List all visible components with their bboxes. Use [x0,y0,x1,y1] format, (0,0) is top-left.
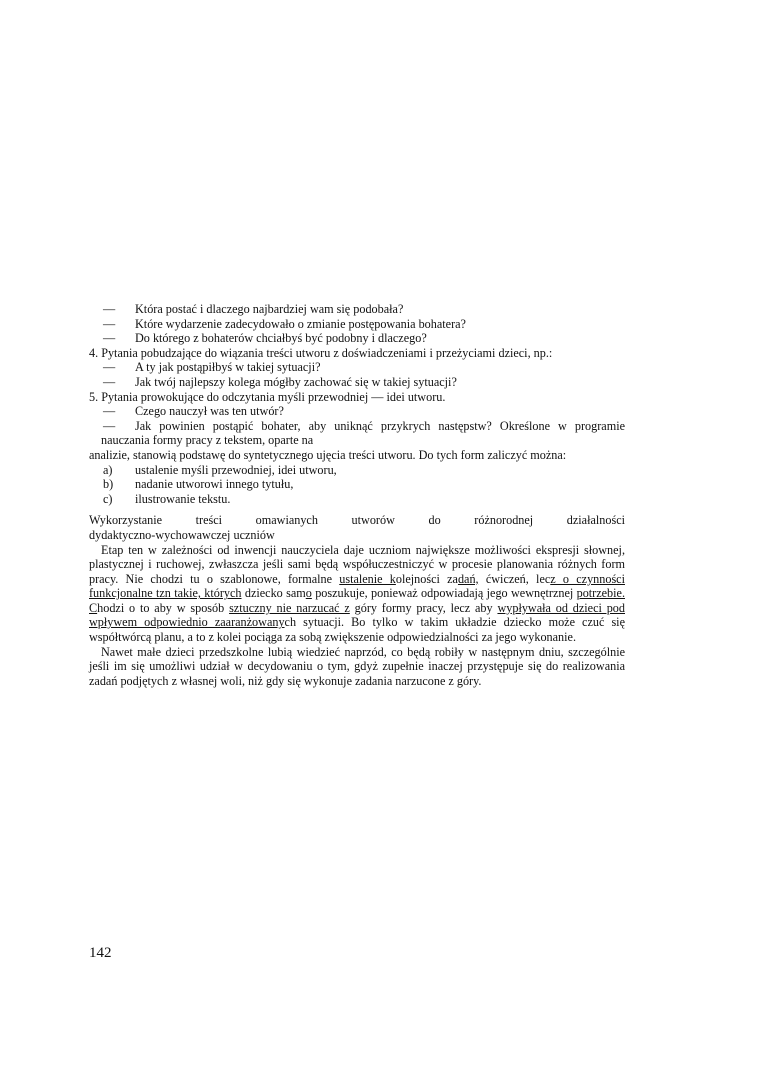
lettered-item-text: ustalenie myśli przewodniej, idei utworu, [135,462,337,477]
page-number: 142 [89,945,112,961]
text-run: hodzi o to aby w sposób [97,600,230,615]
lettered-item-text: nadanie utworowi innego tytułu, [135,477,294,492]
dash-marker: — [103,331,116,346]
list-item-text: A ty jak postąpiłbyś w takiej sytuacji? [135,360,321,375]
section-gap [89,506,625,513]
list-item-text: Czego nauczył was ten utwór? [135,404,284,419]
list-item [89,331,625,346]
list-item-text: Która postać i dlaczego najbardziej wam się podobała? [135,302,404,316]
list-item [89,302,625,317]
letter-marker: b) [103,477,114,492]
underlined-run: wypływała od dzieci pod wpływem odpowiednio zaaranżowany [89,600,625,630]
dash-marker: — [103,418,116,433]
page-content [89,302,625,688]
dash-marker: — [103,404,116,419]
paragraph-1 [89,543,625,645]
dash-marker: — [103,360,116,375]
lettered-item-text: ilustrowanie tekstu. [135,491,231,506]
numbered-item-4: 4. Pytania pobudzające do wiązania treści utworu z doświadczeniami i przeżyciami dzieci, np.: [89,345,553,360]
lettered-item [89,492,625,507]
underlined-run: potrzebie. C [89,586,625,615]
list-item [89,317,625,332]
underlined-run: ustalenie k [339,571,396,586]
list-item [89,360,625,375]
text-run: góry formy pracy, lecz aby [349,600,498,615]
list-item-text: Jak twój najlepszy kolega mógłby zachować się w takiej sytuacji? [135,374,457,389]
underlined-run: sztuczny nie narzucać z [229,600,350,615]
lettered-item [89,477,625,492]
list-item-text: Do którego z bohaterów chciałbyś być podobny i dlaczego? [135,331,427,346]
list-item-wrapped [89,419,625,434]
lettered-item [89,463,625,478]
underlined-run: dań, [457,571,479,586]
section-heading: Wykorzystanie treści omawianych utworów do różnorodnej działalności [89,513,625,528]
dash-marker: — [103,374,116,389]
text-run: dziecko sam [241,586,306,601]
text-run: poszukuje, ponieważ odpowiadają jego wewnętrznej [311,586,577,601]
list-item [89,404,625,419]
list-item-text: Które wydarzenie zadecydowało o zmianie postępowania bohatera? [135,316,466,331]
letter-marker: a) [103,462,113,477]
underlined-run: z o czynności funkcjonalne tzn takie, których [89,571,625,601]
underlined-run: o [305,586,312,601]
section-heading-continuation: dydaktyczno-wychowawczej uczniów [89,527,275,542]
dash-marker: — [103,316,116,331]
analysis-line: analizie, stanowią podstawę do syntetycznego ujęcia treści utworu. Do tych form zaliczyć można: [89,447,567,462]
text-run: ch sytuacji. Bo tylko w takim układzie dziecko może czuć się współtwórcą planu, a to z kolei pociąga za sobą zwiększenie odpowiedzialności za jego wykonanie. [89,615,625,645]
list-item [89,375,625,390]
list-item-continuation [89,433,625,448]
letter-marker: c) [103,491,113,506]
continuation-text: nauczania formy pracy z tekstem, oparte na [101,433,314,448]
list-item-text: Jak powinien postąpić bohater, aby uniknąć przykrych następstw? Określone w programie [135,418,625,433]
numbered-item-5: 5. Pytania prowokujące do odczytania myśli przewodniej — idei utworu. [89,389,446,404]
text-run: Etap ten w zależności od inwencji nauczyciela daje uczniom największe możliwości ekspresji słownej, plastycznej i ruchowej, zwłaszcza jeśli sami będą współuczestniczyć w procesie planowania różnych form pracy. Nie chodzi tu o szablonowe, formalne [89,542,625,586]
paragraph-2: Nawet małe dzieci przedszkolne lubią wiedzieć naprzód, co będą robiły w następnym dniu, szczególnie jeśli im się umożliwi udział w decydowaniu o tym, gdyż zupełnie inaczej przystępuje się do realizowania zadań podjętych z własnej woli, niż gdy się wykonuje zadania narzucone z góry. [89,644,625,688]
dash-marker: — [103,302,116,316]
text-run: ćwiczeń, lec [478,571,551,586]
text-run: olejności za [395,571,458,586]
